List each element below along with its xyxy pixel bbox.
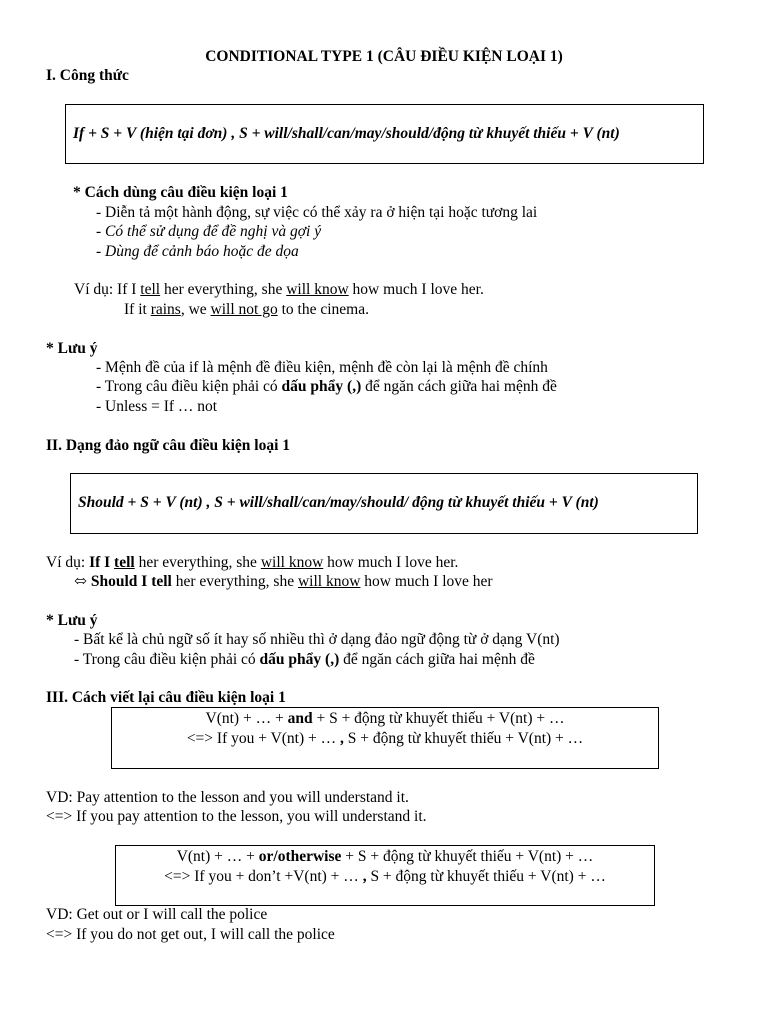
section-2-heading: II. Dạng đảo ngữ câu điều kiện loại 1 [46, 437, 291, 454]
note-heading-1: * Lưu ý [46, 340, 98, 357]
example-2: If it rains, we will not go to the cinema. [124, 301, 369, 318]
formula-box-1 [65, 104, 704, 164]
example-1: Ví dụ: If I tell her everything, she will know how much I love her. [74, 281, 484, 298]
note-2-2: - Trong câu điều kiện phải có dấu phẩy (,) để ngăn cách giữa hai mệnh đề [74, 651, 535, 668]
note-1-3: - Unless = If … not [96, 398, 218, 415]
rewrite-example-2-line-1: VD: Get out or I will call the police [46, 906, 268, 923]
double-arrow-icon: ⬄ [74, 573, 91, 590]
usage-item-3: - Dùng để cảnh báo hoặc đe dọa [96, 243, 299, 260]
formula-type1: If + S + V (hiện tại đơn) , S + will/shall/can/may/should/động từ khuyết thiếu + V (nt) [73, 125, 620, 142]
formula-box-2 [70, 473, 698, 534]
rewrite-example-2-line-2: <=> If you do not get out, I will call the police [46, 926, 335, 943]
usage-item-2: - Có thể sử dụng để đề nghị và gợi ý [96, 223, 322, 240]
usage-heading: * Cách dùng câu điều kiện loại 1 [73, 184, 288, 201]
rewrite-box-and [111, 707, 659, 769]
rewrite-or-line-2: <=> If you + don’t +V(nt) + … , S + động từ khuyết thiếu + V(nt) + … [164, 867, 606, 885]
inversion-example-1: Ví dụ: If I tell her everything, she will know how much I love her. [46, 554, 459, 571]
section-1-heading: I. Công thức [46, 67, 129, 84]
rewrite-example-1-line-2: <=> If you pay attention to the lesson, you will understand it. [46, 808, 427, 825]
inversion-example-2: ⬄ Should I tell her everything, she will know how much I love her [74, 573, 493, 590]
rewrite-or-line-1: V(nt) + … + or/otherwise + S + động từ khuyết thiếu + V(nt) + … [176, 848, 594, 865]
rewrite-and-line-1: V(nt) + … + and + S + động từ khuyết thiếu + V(nt) + … [205, 710, 565, 727]
note-1-2: - Trong câu điều kiện phải có dấu phẩy (,) để ngăn cách giữa hai mệnh đề [96, 378, 557, 395]
formula-inversion: Should + S + V (nt) , S + will/shall/can/may/should/ động từ khuyết thiếu + V (nt) [78, 494, 599, 511]
rewrite-and-line-2: <=> If you + V(nt) + … , S + động từ khuyết thiếu + V(nt) + … [186, 729, 584, 747]
section-3-heading: III. Cách viết lại câu điều kiện loại 1 [46, 689, 286, 706]
note-2-1: - Bất kể là chủ ngữ số ít hay số nhiều thì ở dạng đảo ngữ động từ ở dạng V(nt) [74, 631, 560, 648]
rewrite-example-1-line-1: VD: Pay attention to the lesson and you will understand it. [46, 789, 409, 806]
usage-item-1: - Diễn tả một hành động, sự việc có thể xảy ra ở hiện tại hoặc tương lai [96, 204, 538, 221]
document-title: CONDITIONAL TYPE 1 (CÂU ĐIỀU KIỆN LOẠI 1) [205, 48, 563, 65]
rewrite-box-or [115, 845, 655, 906]
note-1-1: - Mệnh đề của if là mệnh đề điều kiện, mệnh đề còn lại là mệnh đề chính [96, 359, 548, 376]
note-heading-2: * Lưu ý [46, 612, 98, 629]
